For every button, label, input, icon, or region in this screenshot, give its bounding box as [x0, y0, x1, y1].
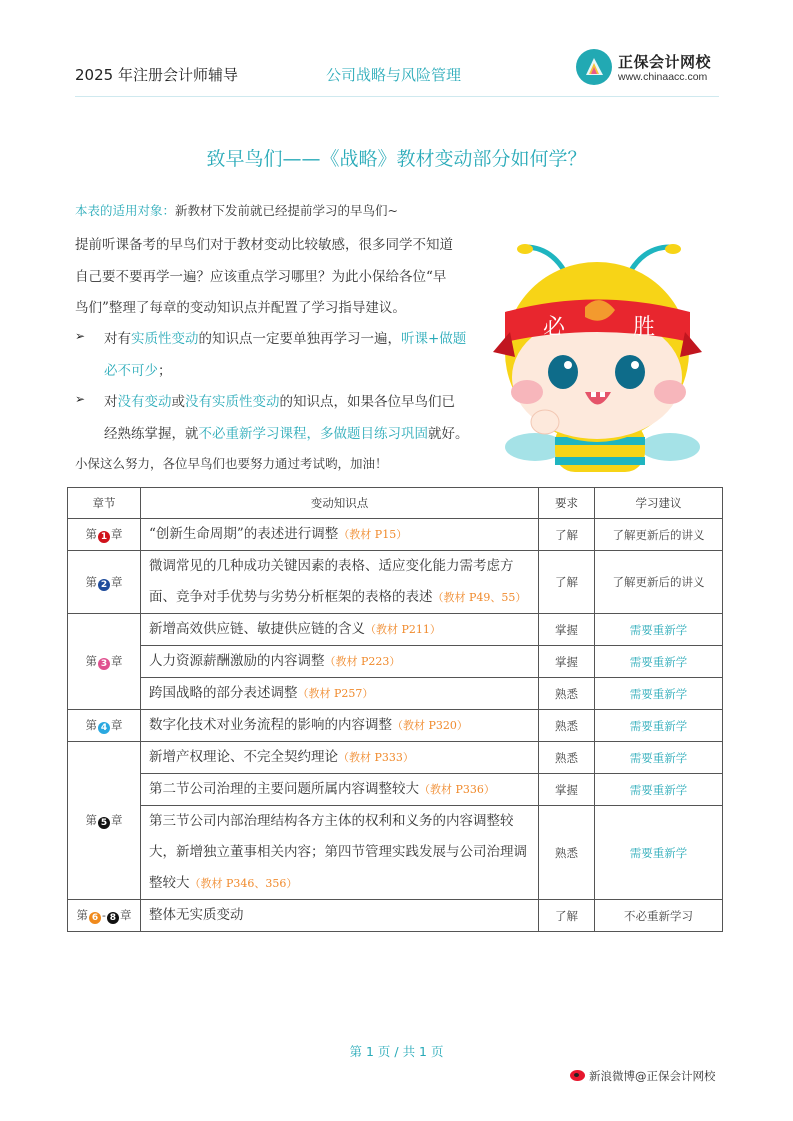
requirement-cell: 熟悉 — [539, 710, 595, 742]
advice-cell: 需要重新学 — [595, 614, 723, 646]
bullet-1-line-2 — [104, 359, 172, 379]
table-row — [68, 710, 723, 742]
text: 第 — [76, 908, 89, 922]
table-row — [68, 678, 723, 710]
textbook-reference: （教材 P346、356） — [189, 877, 298, 890]
knowledge-point-cell — [141, 742, 539, 774]
requirement-cell: 了解 — [539, 900, 595, 932]
document-series-title: 2025 年注册会计师辅导 — [75, 66, 238, 84]
highlight-essential: 必不可少 — [104, 363, 158, 379]
text: 第 — [85, 574, 97, 589]
text: 第 — [85, 813, 97, 827]
highlight-substantive-change: 实质性变动 — [131, 331, 199, 347]
logo-name: 正保会计网校 — [618, 53, 712, 71]
requirement-cell: 掌握 — [539, 646, 595, 678]
textbook-reference: （教材 P333） — [338, 751, 414, 764]
advice-cell: 需要重新学 — [595, 774, 723, 806]
text: 跨国战略的部分表述调整 — [149, 685, 298, 701]
text: 对有 — [104, 331, 131, 347]
knowledge-point-cell — [141, 900, 539, 932]
header-divider — [75, 96, 719, 97]
text: 整体无实质变动 — [149, 907, 244, 923]
chapter-number-3-icon: 3 — [98, 658, 110, 670]
table-row — [68, 519, 723, 551]
requirement-cell: 熟悉 — [539, 678, 595, 710]
table-row — [68, 614, 723, 646]
text: 新增产权理论、不完全契约理论 — [149, 749, 338, 765]
weibo-credit — [570, 1068, 716, 1084]
intro-paragraph-line: 提前听课备考的早鸟们对于教材变动比较敏感，很多同学不知道 — [75, 237, 453, 253]
advice-cell: 需要重新学 — [595, 806, 723, 900]
text: 章 — [111, 813, 123, 827]
text: 第 — [85, 654, 97, 668]
weibo-icon — [570, 1070, 585, 1081]
closing-line: 小保这么努力，各位早鸟们也要努力通过考试哟，加油！ — [75, 456, 388, 471]
text: 章 — [111, 527, 123, 541]
bullet-2-line-1 — [104, 390, 455, 410]
text: “创新生命周期”的表述进行调整 — [149, 526, 339, 542]
text: 就好。 — [428, 426, 469, 442]
knowledge-point-cell — [141, 678, 539, 710]
table-row — [68, 646, 723, 678]
textbook-reference: （教材 P223） — [324, 655, 401, 668]
advice-cell: 需要重新学 — [595, 678, 723, 710]
text: 经熟练掌握，就 — [104, 426, 199, 442]
audience-text: 新教材下发前就已经提前学习的早鸟们~ — [175, 203, 398, 218]
headband-text-left: 必 — [543, 315, 566, 340]
text: 第 — [85, 527, 97, 541]
knowledge-point-cell — [141, 710, 539, 742]
text: 人力资源薪酬激励的内容调整 — [149, 653, 325, 669]
advice-cell: 需要重新学 — [595, 646, 723, 678]
arrow-bullet-icon: ➢ — [75, 392, 86, 406]
page-title: 致早鸟们——《战略》教材变动部分如何学？ — [206, 148, 587, 170]
page-number: 第 1 页 / 共 1 页 — [349, 1044, 444, 1059]
bee-mascot-illustration — [485, 232, 710, 472]
textbook-reference: （教材 P336） — [419, 783, 495, 796]
text: 第 — [85, 718, 97, 732]
chapter-number-1-icon: 1 — [98, 531, 110, 543]
advice-cell: 不必重新学习 — [595, 900, 723, 932]
table-row — [68, 742, 723, 774]
table-row — [68, 774, 723, 806]
header-requirement: 要求 — [539, 488, 595, 519]
knowledge-point-cell — [141, 774, 539, 806]
knowledge-point-cell — [141, 551, 539, 614]
header-chapter: 章节 — [68, 488, 141, 519]
advice-cell: 了解更新后的讲义 — [595, 519, 723, 551]
requirement-cell: 熟悉 — [539, 806, 595, 900]
chapter-cell — [68, 551, 141, 614]
advice-cell: 需要重新学 — [595, 742, 723, 774]
text: 的知识点，如果各位早鸟们已 — [279, 394, 455, 410]
table-row — [68, 900, 723, 932]
textbook-reference: （教材 P49、55） — [432, 591, 527, 604]
intro-paragraph-line: 鸟们”整理了每章的变动知识点并配置了学习指导建议。 — [75, 300, 406, 316]
text: 章 — [111, 654, 123, 668]
chapter-cell — [68, 614, 141, 710]
text: - — [102, 908, 106, 922]
text: 或 — [171, 394, 185, 410]
chapter-cell — [68, 900, 141, 932]
table-row — [68, 806, 723, 900]
headband-text-right: 胜 — [633, 315, 656, 340]
header-knowledge-point: 变动知识点 — [141, 488, 539, 519]
highlight-no-change: 没有变动 — [117, 394, 172, 410]
text: 对 — [104, 394, 118, 410]
bullet-1-line-1 — [104, 327, 466, 347]
advice-cell: 了解更新后的讲义 — [595, 551, 723, 614]
text: ； — [158, 363, 172, 379]
text: 数字化技术对业务流程的影响的内容调整 — [149, 717, 392, 733]
chapter-cell — [68, 710, 141, 742]
table-header-row — [68, 488, 723, 519]
knowledge-point-cell — [141, 806, 539, 900]
knowledge-point-cell — [141, 646, 539, 678]
audience-label: 本表的适用对象： — [75, 203, 176, 218]
weibo-text: 新浪微博@正保会计网校 — [589, 1069, 716, 1083]
text: 章 — [111, 574, 123, 589]
highlight-practice-advice: 不必重新学习课程，多做题目练习巩固 — [198, 426, 428, 442]
text: 新增高效供应链、敏捷供应链的含义 — [149, 621, 365, 637]
requirement-cell: 熟悉 — [539, 742, 595, 774]
logo-mark-icon — [576, 49, 612, 85]
text: 第三节公司内部治理结构各方主体的权利和义务的内容调整较大，新增独立董事相关内容；第四节管理实践发展与公司治理调整较大 — [149, 813, 527, 891]
requirement-cell: 了解 — [539, 519, 595, 551]
audience-line — [75, 201, 398, 219]
subject-title: 公司战略与风险管理 — [326, 66, 462, 84]
textbook-reference: （教材 P211） — [365, 623, 441, 636]
requirement-cell: 了解 — [539, 551, 595, 614]
logo-url: www.chinaacc.com — [618, 71, 708, 83]
knowledge-point-cell — [141, 519, 539, 551]
chapter-number-5-icon: 5 — [98, 817, 110, 829]
advice-cell: 需要重新学 — [595, 710, 723, 742]
table-row — [68, 551, 723, 614]
text: 微调常见的几种成功关键因素的表格、适应变化能力需考虑方面、竞争对手优势与劣势分析框架的表格的表述 — [149, 558, 514, 605]
highlight-lecture-practice: 听课+做题 — [401, 331, 467, 347]
arrow-bullet-icon: ➢ — [75, 329, 86, 343]
bullet-2-line-2 — [104, 422, 469, 442]
text: 章 — [111, 718, 123, 732]
textbook-reference: （教材 P15） — [338, 528, 408, 541]
text: 章 — [119, 908, 132, 922]
intro-paragraph-line: 自己要不要再学一遍？应该重点学习哪里？为此小保给各位“早 — [75, 269, 447, 285]
textbook-reference: （教材 P320） — [392, 719, 468, 732]
textbook-reference: （教材 P257） — [297, 687, 374, 700]
header-study-advice: 学习建议 — [595, 488, 723, 519]
text: 的知识点一定要单独再学习一遍， — [198, 331, 401, 347]
requirement-cell: 掌握 — [539, 774, 595, 806]
chapter-number-6-icon: 6 — [89, 912, 101, 924]
chapter-number-8-icon: 8 — [107, 912, 119, 924]
highlight-no-substantive-change: 没有实质性变动 — [185, 394, 280, 410]
chapter-cell — [68, 742, 141, 900]
text: 第二节公司治理的主要问题所属内容调整较大 — [149, 781, 419, 797]
knowledge-point-cell — [141, 614, 539, 646]
changes-table — [67, 487, 723, 932]
chapter-cell — [68, 519, 141, 551]
chapter-number-4-icon: 4 — [98, 722, 110, 734]
requirement-cell: 掌握 — [539, 614, 595, 646]
chinaacc-logo — [576, 49, 721, 89]
chapter-number-2-icon: 2 — [98, 579, 110, 591]
